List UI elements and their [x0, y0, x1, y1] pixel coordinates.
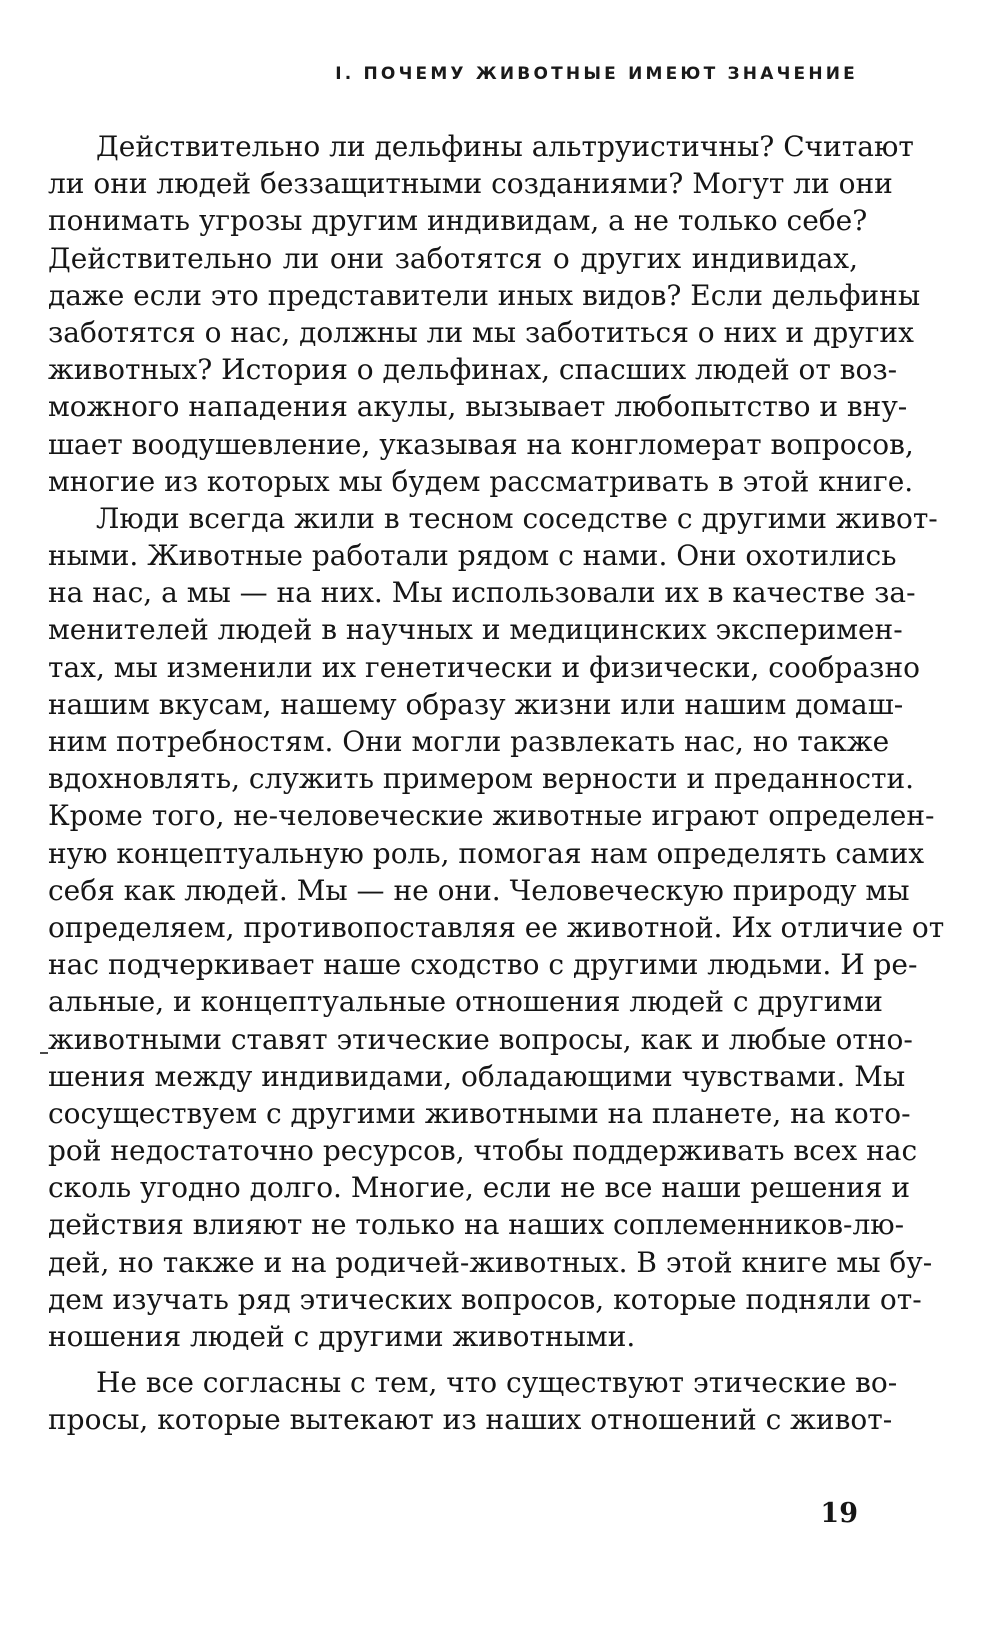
- paragraph-2-line: определяем, противопоставляя ее животной. Их отличие от: [48, 910, 945, 944]
- paragraph-2-line: дем изучать ряд этических вопросов, которые подняли от-: [48, 1282, 922, 1316]
- paragraph-2-line: ношения людей с другими животными.: [48, 1320, 636, 1353]
- paragraph-2-line: себя как людей. Мы — не они. Человеческую природу мы: [48, 873, 910, 907]
- paragraph-1-line: шает воодушевление, указывая на конгломерат вопросов,: [48, 427, 914, 461]
- paragraph-2-line: сосуществуем с другими животными на планете, на кото-: [48, 1096, 911, 1130]
- body-text: [48, 128, 945, 1439]
- paragraph-1-line: можного нападения акулы, вызывает любопытство и вну-: [48, 390, 908, 424]
- paragraph-2-line: вдохновлять, служить примером верности и преданности.: [48, 762, 915, 796]
- paragraph-2-line: нас подчеркивает наше сходство с другими людьми. И ре-: [48, 948, 918, 982]
- paragraph-2-line: на нас, а мы — на них. Мы использовали их в качестве за-: [48, 576, 916, 610]
- paragraph-1-line: заботятся о нас, должны ли мы заботиться о них и других: [48, 315, 914, 349]
- paragraph-1-line: Действительно ли они заботятся о других индивидах,: [48, 241, 858, 275]
- paragraph-2-line: животными ставят этические вопросы, как и любые отно-: [48, 1022, 913, 1056]
- paragraph-2-line: Люди всегда жили в тесном соседстве с другими живот-: [96, 501, 938, 535]
- paragraph-1-line: животных? История о дельфинах, спасших людей от воз-: [48, 353, 898, 387]
- paragraph-2-line: тах, мы изменили их генетически и физически, сообразно: [48, 650, 920, 684]
- paragraph-2-line: ную концептуальную роль, помогая нам определять самих: [48, 836, 925, 870]
- running-header: I. ПОЧЕМУ ЖИВОТНЫЕ ИМЕЮТ ЗНАЧЕНИЕ: [335, 64, 858, 84]
- paragraph-2-line: шения между индивидами, обладающими чувствами. Мы: [48, 1059, 906, 1093]
- paragraph-1-line: Действительно ли дельфины альтруистичны? Считают: [96, 130, 914, 163]
- margin-mark: [40, 1052, 48, 1054]
- paragraph-2-line: нашим вкусам, нашему образу жизни или нашим домаш-: [48, 687, 904, 721]
- paragraph-2-line: рой недостаточно ресурсов, чтобы поддерживать всех нас: [48, 1134, 918, 1168]
- paragraph-2-line: Кроме того, не-человеческие животные играют определен-: [48, 799, 935, 833]
- page-number: 19: [820, 1498, 858, 1529]
- paragraph-1-line: даже если это представители иных видов? Если дельфины: [48, 278, 921, 312]
- paragraph-2-line: ним потребностям. Они могли развлекать нас, но также: [48, 725, 890, 758]
- paragraph-2-line: сколь угодно долго. Многие, если не все наши решения и: [48, 1171, 910, 1205]
- paragraph-2-line: действия влияют не только на наших соплеменников-лю-: [48, 1208, 905, 1242]
- paragraph-2-line: менителей людей в научных и медицинских эксперимен-: [48, 613, 903, 647]
- paragraph-1-line: многие из которых мы будем рассматривать в этой книге.: [48, 464, 914, 498]
- paragraph-3-line: просы, которые вытекают из наших отношений с живот-: [48, 1403, 893, 1437]
- paragraph-3-line: Не все согласны с тем, что существуют этические во-: [96, 1366, 898, 1400]
- paragraph-2-line: ными. Животные работали рядом с нами. Они охотились: [48, 539, 897, 573]
- paragraph-1-line: ли они людей беззащитными созданиями? Могут ли они: [48, 167, 893, 201]
- paragraph-1-line: понимать угрозы другим индивидам, а не только себе?: [48, 204, 868, 238]
- paragraph-2-line: альные, и концептуальные отношения людей с другими: [48, 985, 883, 1019]
- paragraph-2-line: дей, но также и на родичей-животных. В этой книге мы бу-: [48, 1245, 933, 1279]
